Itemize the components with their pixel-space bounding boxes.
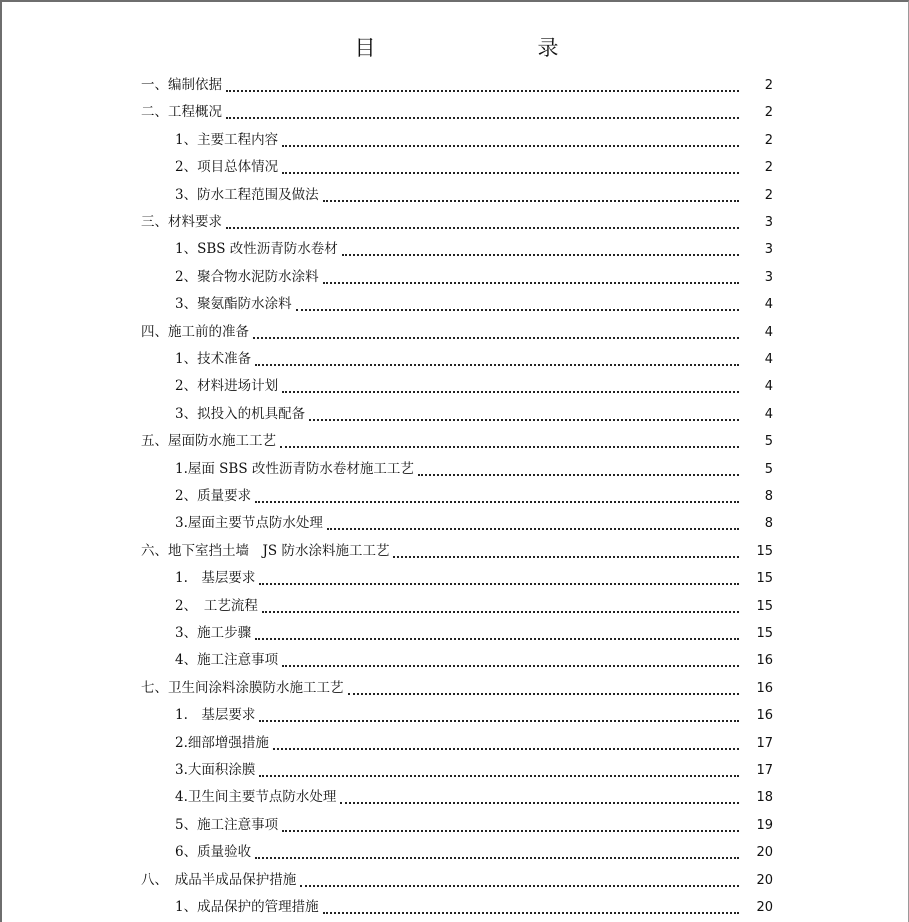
toc-entry-label: 1、主要工程内容: [175, 131, 279, 148]
toc-entry-label: 2、聚合物水泥防水涂料: [175, 268, 319, 285]
toc-entry-page-number: 16: [756, 680, 773, 696]
toc-entry-page-number: 19: [756, 817, 773, 833]
dot-leader: [226, 89, 739, 92]
toc-entry-page-number: 2: [764, 160, 773, 176]
toc-entry-page-number: 4: [764, 324, 773, 340]
toc-entry-label: 2、质量要求: [175, 488, 252, 504]
toc-entry-label: 4、施工注意事项: [175, 652, 279, 669]
toc-entry[interactable]: [141, 99, 773, 126]
toc-entry[interactable]: [175, 620, 773, 647]
dot-leader: [255, 363, 739, 366]
dot-leader: [342, 253, 739, 256]
toc-entry-page-number: 15: [756, 543, 773, 559]
toc-entry-label: 6、质量验收: [175, 844, 252, 861]
toc-entry[interactable]: [141, 72, 773, 99]
toc-entry-page-number: 2: [764, 187, 773, 203]
toc-entry-page-number: 18: [756, 790, 773, 806]
toc-entry-label: 2.细部增强措施: [175, 734, 269, 751]
toc-entry-page-number: 15: [756, 598, 773, 614]
dot-leader: [282, 664, 739, 667]
toc-entry-page-number: 8: [764, 516, 773, 532]
toc-entry-label: 3.大面积涂膜: [175, 762, 256, 778]
toc-title: 目 录: [354, 36, 599, 60]
toc-entry[interactable]: [175, 702, 773, 729]
toc-entry-label: 四、施工前的准备: [141, 323, 249, 340]
toc-entry[interactable]: [175, 757, 773, 784]
toc-entry[interactable]: [175, 236, 773, 263]
toc-entry-label: 八、 成品半成品保护措施: [141, 871, 297, 888]
dot-leader: [226, 226, 739, 229]
toc-entry-page-number: 15: [756, 626, 773, 641]
dot-leader: [253, 336, 739, 339]
toc-entry[interactable]: [175, 565, 773, 592]
toc-entry-page-number: 3: [764, 269, 773, 285]
toc-entry-label: 一、编制依据: [141, 77, 222, 93]
toc-entry-page-number: 4: [764, 406, 773, 422]
dot-leader: [418, 473, 739, 476]
dot-leader: [259, 582, 739, 585]
toc-entry-label: 五、屋面防水施工工艺: [141, 433, 276, 450]
toc-entry[interactable]: [175, 483, 773, 510]
toc-entry-page-number: 20: [756, 872, 773, 888]
toc-entry[interactable]: [175, 291, 773, 318]
toc-entry[interactable]: [175, 812, 773, 839]
dot-leader: [255, 637, 739, 640]
toc-entry-page-number: 4: [764, 352, 773, 367]
toc-entry-page-number: 4: [764, 297, 773, 313]
dot-leader: [300, 884, 739, 887]
toc-entry-label: 1、成品保护的管理措施: [175, 899, 319, 915]
dot-leader: [226, 116, 739, 119]
toc-entry-label: 1. 基层要求: [175, 570, 256, 587]
dot-leader: [262, 610, 739, 613]
toc-entry-page-number: 3: [764, 215, 773, 230]
toc-entry[interactable]: [175, 839, 773, 866]
toc-entry-label: 三、材料要求: [141, 214, 222, 230]
toc-entry-label: 5、施工注意事项: [175, 816, 279, 833]
toc-entry-label: 3、拟投入的机具配备: [175, 405, 306, 422]
toc-entry-page-number: 3: [764, 242, 773, 258]
dot-leader: [327, 527, 739, 530]
toc-entry[interactable]: [141, 867, 773, 894]
toc-entry[interactable]: [175, 593, 773, 620]
dot-leader: [282, 829, 739, 832]
toc-entry-page-number: 17: [756, 735, 773, 751]
dot-leader: [323, 199, 739, 202]
toc-entry-label: 1、技术准备: [175, 351, 252, 367]
toc-entry[interactable]: [175, 401, 773, 428]
dot-leader: [323, 281, 739, 284]
toc-entry-page-number: 17: [756, 763, 773, 778]
toc-entry[interactable]: [175, 456, 773, 483]
dot-leader: [259, 719, 739, 722]
dot-leader: [309, 418, 739, 421]
dot-leader: [393, 555, 739, 558]
dot-leader: [348, 692, 740, 695]
dot-leader: [282, 171, 739, 174]
toc-entry-label: 2、 工艺流程: [175, 597, 258, 614]
dot-leader: [323, 911, 739, 914]
dot-leader: [282, 390, 739, 393]
toc-entry[interactable]: [141, 428, 773, 455]
toc-entry[interactable]: [175, 647, 773, 674]
toc-entry-label: 2、项目总体情况: [175, 159, 279, 176]
toc-entry-label: 1、SBS 改性沥青防水卷材: [175, 241, 338, 258]
toc-entry[interactable]: [175, 510, 773, 537]
toc-entry-label: 4.卫生间主要节点防水处理: [175, 789, 337, 806]
toc-entry[interactable]: [175, 127, 773, 154]
toc-entry[interactable]: [175, 264, 773, 291]
toc-entry[interactable]: [141, 209, 773, 236]
toc-entry-page-number: 20: [756, 900, 773, 915]
toc-entry-label: 3、聚氨酯防水涂料: [175, 296, 292, 313]
toc-entry[interactable]: [175, 730, 773, 757]
toc-entry[interactable]: [175, 154, 773, 181]
toc-entry-label: 3、施工步骤: [175, 625, 252, 641]
toc-entry-page-number: 15: [756, 571, 773, 587]
toc-entry[interactable]: [175, 373, 773, 400]
toc-entry-label: 3.屋面主要节点防水处理: [175, 515, 323, 532]
toc-entry[interactable]: [175, 182, 773, 209]
toc-entry[interactable]: [141, 319, 773, 346]
toc-entry[interactable]: [175, 894, 773, 921]
toc-entry[interactable]: [175, 784, 773, 811]
toc-entry-label: 3、防水工程范围及做法: [175, 186, 319, 203]
dot-leader: [340, 801, 739, 804]
toc-entry-page-number: 2: [764, 132, 773, 148]
dot-leader: [282, 144, 739, 147]
toc-entry-page-number: 4: [764, 379, 773, 395]
dot-leader: [296, 308, 739, 311]
toc-entry-page-number: 8: [764, 489, 773, 504]
toc-entry-label: 1.屋面 SBS 改性沥青防水卷材施工工艺: [175, 460, 414, 477]
dot-leader: [255, 856, 739, 859]
toc-entry-page-number: 16: [756, 708, 773, 724]
toc-entry[interactable]: [141, 675, 773, 702]
dot-leader: [259, 774, 739, 777]
toc-entry-page-number: 2: [764, 78, 773, 93]
toc-entry-page-number: 5: [764, 434, 773, 450]
dot-leader: [255, 500, 739, 503]
toc-entry-label: 2、材料进场计划: [175, 378, 279, 395]
dot-leader: [273, 747, 739, 750]
toc-entry-label: 二、工程概况: [141, 104, 222, 121]
toc-entry-page-number: 2: [764, 105, 773, 121]
toc-entry-page-number: 5: [764, 461, 773, 477]
toc-entry-page-number: 16: [756, 653, 773, 669]
toc-entry-label: 六、地下室挡土墙 JS 防水涂料施工工艺: [141, 542, 390, 559]
toc-entry-label: 1. 基层要求: [175, 707, 256, 724]
toc-entry-label: 七、卫生间涂料涂膜防水施工工艺: [141, 679, 344, 696]
toc-entry-page-number: 20: [756, 845, 773, 861]
toc-entry[interactable]: [141, 538, 773, 565]
toc-entry[interactable]: [175, 346, 773, 373]
dot-leader: [280, 445, 739, 448]
